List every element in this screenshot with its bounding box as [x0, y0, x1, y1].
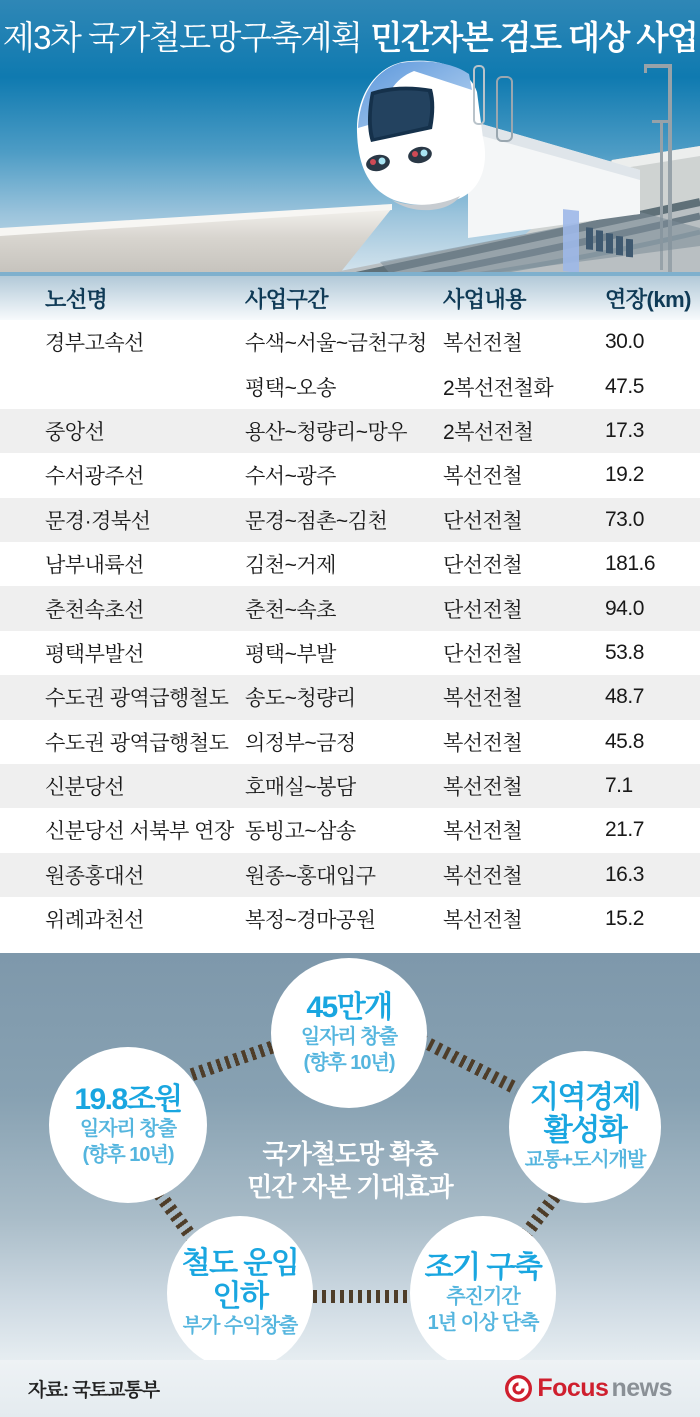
bubble-value: 인하	[212, 1280, 268, 1313]
section-cell: 수서~광주	[245, 465, 336, 489]
content-cell: 복선전철	[443, 687, 523, 711]
bubble-label: 1년 이상 단축	[427, 1311, 539, 1334]
table-row	[0, 453, 700, 497]
content-cell: 단선전철	[443, 509, 523, 533]
line-cell: 수서광주선	[45, 465, 144, 489]
km-cell: 73.0	[605, 507, 644, 531]
content-cell: 복선전철	[443, 465, 523, 489]
section-cell: 복정~경마공원	[245, 909, 376, 933]
section-cell: 춘천~속초	[245, 598, 336, 622]
section-cell: 호매실~봉담	[245, 776, 356, 800]
bubble-label: (향후 10년)	[82, 1143, 174, 1166]
column-header-line: 노선명	[45, 286, 108, 312]
section-cell: 용산~청량리~망우	[245, 420, 408, 444]
column-header-section: 사업구간	[245, 286, 329, 312]
table-header-row	[0, 276, 700, 320]
km-cell: 21.7	[605, 818, 644, 842]
line-cell: 중앙선	[45, 420, 105, 444]
line-cell: 문경·경북선	[45, 509, 151, 533]
table-row	[0, 542, 700, 586]
km-cell: 7.1	[605, 774, 633, 798]
table-row	[0, 586, 700, 630]
bubble-label: 부가 수익창출	[182, 1315, 298, 1337]
table-row	[0, 853, 700, 897]
km-cell: 47.5	[605, 374, 644, 398]
km-cell: 48.7	[605, 685, 644, 709]
section-cell: 문경~점촌~김천	[245, 509, 388, 533]
content-cell: 복선전철	[443, 909, 523, 933]
section-cell: 수색~서울~금천구청	[245, 332, 427, 356]
line-cell: 원종홍대선	[45, 864, 144, 888]
content-cell: 2복선전철	[443, 420, 534, 444]
table-row	[0, 808, 700, 852]
effect-bubble-fare-cut	[167, 1216, 313, 1370]
expected-effects-section	[0, 953, 700, 1360]
section-cell: 원종~홍대입구	[245, 864, 376, 888]
line-cell: 위례과천선	[45, 909, 144, 933]
content-cell: 단선전철	[443, 554, 523, 578]
km-cell: 181.6	[605, 552, 656, 576]
content-cell: 복선전철	[443, 820, 523, 844]
table-row	[0, 897, 700, 941]
focusnews-swirl-icon	[505, 1375, 532, 1402]
km-cell: 30.0	[605, 330, 644, 354]
table-row	[0, 764, 700, 808]
source-credit: 자료: 국토교통부	[28, 1380, 160, 1401]
content-cell: 복선전철	[443, 731, 523, 755]
bubble-label: 일자리 창출	[300, 1025, 398, 1048]
km-cell: 19.2	[605, 463, 644, 487]
line-cell: 남부내륙선	[45, 554, 144, 578]
km-cell: 16.3	[605, 862, 644, 886]
section-cell: 평택~부발	[245, 642, 336, 666]
table-row	[0, 320, 700, 364]
bubble-label: 교통+도시개발	[524, 1149, 646, 1171]
km-cell: 17.3	[605, 418, 644, 442]
content-cell: 2복선전철화	[443, 376, 554, 400]
bubble-value: 철도 운임	[181, 1247, 299, 1280]
logo-text-focus: Focus	[537, 1374, 609, 1402]
bubble-label: 추진기간	[446, 1285, 520, 1308]
bubble-label: 일자리 창출	[79, 1117, 177, 1140]
column-header-km: 연장(km)	[605, 286, 691, 312]
content-cell: 복선전철	[443, 332, 523, 356]
table-row	[0, 675, 700, 719]
column-header-content: 사업내용	[443, 286, 527, 312]
line-cell: 신분당선 서북부 연장	[45, 820, 234, 844]
logo-text-news: news	[611, 1374, 672, 1402]
bubble-value: 조기 구축	[424, 1250, 542, 1284]
line-cell: 춘천속초선	[45, 598, 144, 622]
railroad-track-connector	[418, 1034, 520, 1095]
content-cell: 복선전철	[443, 864, 523, 888]
bubble-label: (향후 10년)	[303, 1051, 395, 1074]
page-title-regular: 제3차 국가철도망구축계획	[2, 19, 362, 56]
effect-bubble-early-build	[410, 1216, 556, 1370]
bubble-value: 19.8조원	[74, 1082, 182, 1116]
hero-section	[0, 0, 700, 276]
line-cell: 경부고속선	[45, 332, 144, 356]
km-cell: 45.8	[605, 729, 644, 753]
railroad-track-connector	[313, 1290, 410, 1303]
km-cell: 53.8	[605, 640, 644, 664]
table-row	[0, 498, 700, 542]
footer	[0, 1360, 700, 1417]
table-row	[0, 364, 700, 408]
bubble-value: 지역경제	[530, 1081, 640, 1114]
content-cell: 단선전철	[443, 598, 523, 622]
section-cell: 김천~거제	[245, 554, 336, 578]
section-cell: 송도~청량리	[245, 687, 356, 711]
focusnews-logo	[505, 1374, 672, 1403]
section-cell: 평택~오송	[245, 376, 336, 400]
table-row	[0, 720, 700, 764]
effects-center-line1: 국가철도망 확충	[262, 1139, 438, 1169]
km-cell: 94.0	[605, 596, 644, 620]
section-cell: 동빙고~삼송	[245, 820, 356, 844]
line-cell: 수도권 광역급행철도	[45, 687, 229, 711]
line-cell: 수도권 광역급행철도	[45, 731, 229, 755]
line-cell: 신분당선	[45, 776, 125, 800]
projects-table	[0, 276, 700, 941]
table-body	[0, 320, 700, 941]
page-title-bold: 민간자본 검토 대상 사업	[370, 19, 698, 56]
page-title	[0, 12, 700, 59]
table-row	[0, 409, 700, 453]
bubble-value: 활성화	[543, 1114, 627, 1147]
bubble-value: 45만개	[306, 990, 392, 1024]
effects-center-title	[150, 1138, 550, 1204]
content-cell: 단선전철	[443, 642, 523, 666]
table-row	[0, 631, 700, 675]
content-cell: 복선전철	[443, 776, 523, 800]
effects-center-line2: 민간 자본 기대효과	[247, 1172, 453, 1202]
section-cell: 의정부~금정	[245, 731, 356, 755]
effect-bubble-jobs	[271, 958, 427, 1108]
km-cell: 15.2	[605, 907, 644, 931]
line-cell: 평택부발선	[45, 642, 144, 666]
